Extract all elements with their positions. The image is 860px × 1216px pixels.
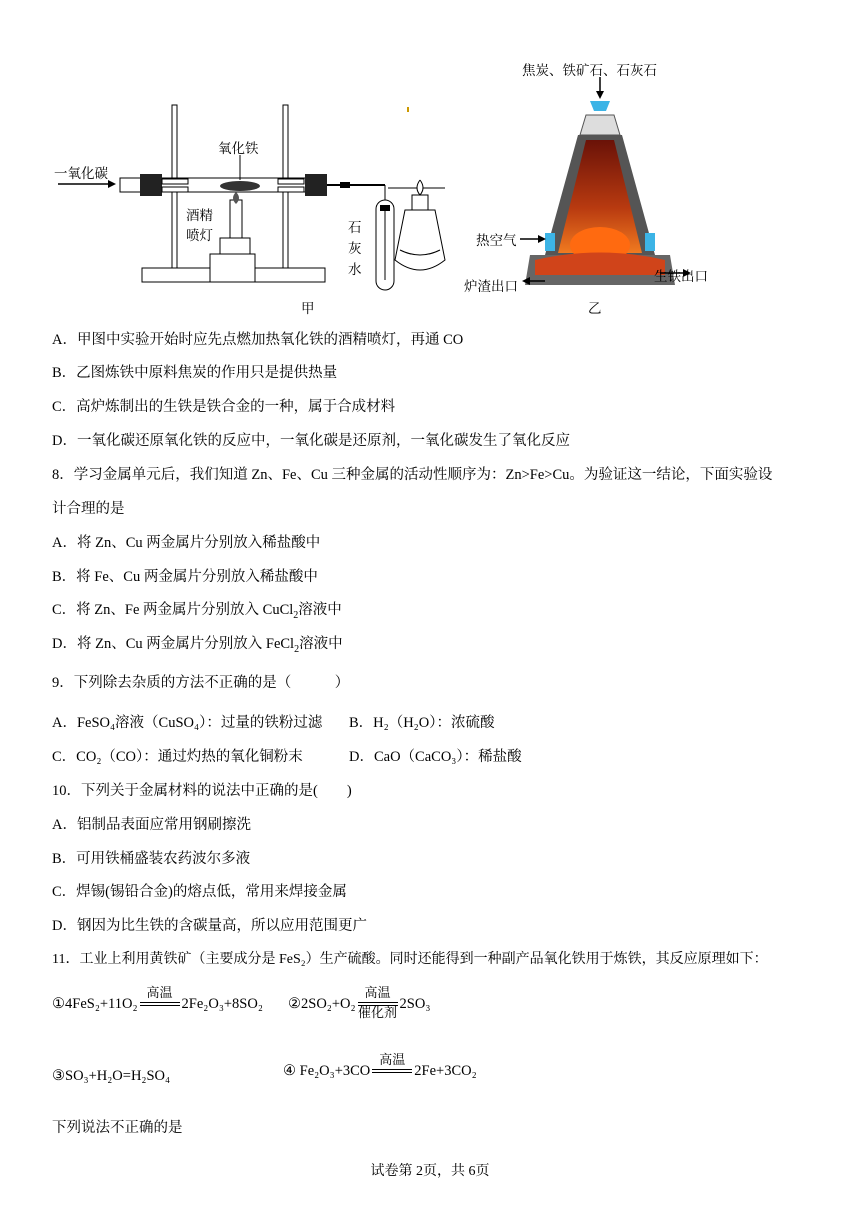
q8-option-d-text: D．将 Zn、Cu 两金属片分别放入 FeCl — [52, 636, 295, 652]
q7-option-b: B．乙图炼铁中原料焦炭的作用只是提供热量 — [52, 365, 338, 381]
q11-equation-2 — [288, 986, 430, 1022]
figure-jia — [50, 100, 470, 315]
limewater-label-3: 水 — [348, 262, 362, 278]
iron-oxide-label: 氧化铁 — [218, 141, 259, 157]
q8-stem-line2: 计合理的是 — [52, 501, 125, 517]
eq2-products: 2SO₃ — [399, 995, 431, 1012]
q7-option-a: A．甲图中实验开始时应先点燃加热氧化铁的酒精喷灯，再通 CO — [52, 332, 464, 348]
q10-option-d: D．钢因为比生铁的含碳量高，所以应用范围更广 — [52, 918, 367, 934]
eq2-reactants: ②2SO₂+O₂ — [288, 995, 356, 1012]
eq2-condition — [358, 986, 398, 1022]
q8-option-c-subscript: 2 — [293, 609, 299, 621]
figure-yi — [464, 55, 730, 320]
q11-equation-1 — [52, 986, 263, 1022]
q8-option-d — [52, 634, 343, 660]
q10-option-a: A．铝制品表面应常用钢刷擦洗 — [52, 817, 251, 833]
limewater-label-1: 石 — [348, 220, 362, 236]
q9-option-c: C．CO₂（CO）：通过灼热的氧化铜粉末 — [52, 749, 303, 765]
q9-option-a: A．FeSO₄溶液（CuSO₄）：过量的铁粉过滤 — [52, 715, 323, 731]
q8-option-c — [52, 600, 342, 626]
slag-outlet-label: 炉渣出口 — [464, 279, 518, 295]
q8-stem-line1: 8．学习金属单元后，我们知道 Zn、Fe、Cu 三种金属的活动性顺序为：Zn>Fe>Cu。为验证这一结论，下面实验设 — [52, 467, 773, 483]
eq1-condition — [140, 986, 180, 1022]
co-label: 一氧化碳 — [54, 166, 108, 182]
q11-equation-3 — [52, 1068, 170, 1085]
page-footer: 试卷第 2页，共 6页 — [370, 1164, 490, 1179]
q10-option-b: B．可用铁桶盛装农药波尔多液 — [52, 851, 251, 867]
eq4-reactants: ④ Fe₂O₃+3CO — [283, 1062, 371, 1079]
q9-stem: 9．下列除去杂质的方法不正确的是（ ） — [52, 675, 350, 691]
eq4-condition-text: 高温 — [379, 1053, 406, 1068]
q9-option-d: D．CaO（CaCO₃）：稀盐酸 — [349, 749, 522, 765]
raw-materials-label: 焦炭、铁矿石、石灰石 — [522, 63, 657, 79]
eq1-products: 2Fe₂O₃+8SO₂ — [181, 995, 263, 1012]
eq4-products: 2Fe+3CO₂ — [414, 1062, 477, 1079]
q11-equation-4 — [283, 1053, 477, 1089]
eq4-condition — [372, 1053, 412, 1089]
pig-iron-outlet-label: 生铁出口 — [654, 269, 708, 285]
q8-option-c-suffix: 溶液中 — [298, 602, 342, 618]
q10-stem: 10．下列关于金属材料的说法中正确的是( ) — [52, 783, 352, 799]
q8-option-d-suffix: 溶液中 — [299, 636, 343, 652]
q8-option-a: A．将 Zn、Cu 两金属片分别放入稀盐酸中 — [52, 535, 321, 551]
figure-caption-yi: 乙 — [588, 301, 602, 317]
eq2-condition-top: 高温 — [364, 986, 391, 1001]
eq3-text: ③SO₃+H₂O=H₂SO₄ — [52, 1068, 171, 1084]
q11-followup: 下列说法不正确的是 — [52, 1120, 183, 1136]
eq1-reactants: ①4FeS₂+11O₂ — [52, 995, 138, 1012]
q11-stem: 11．工业上利用黄铁矿（主要成分是 FeS₂）生产硫酸。同时还能得到一种副产品氧化铁用于炼铁，其反应原理如下： — [52, 952, 768, 967]
q8-option-b: B．将 Fe、Cu 两金属片分别放入稀盐酸中 — [52, 569, 318, 585]
figure-caption-jia: 甲 — [301, 301, 315, 317]
eq1-condition-text: 高温 — [146, 986, 173, 1001]
q7-option-d: D．一氧化碳还原氧化铁的反应中，一氧化碳是还原剂，一氧化碳发生了氧化反应 — [52, 433, 570, 449]
hot-air-label: 热空气 — [476, 233, 517, 249]
lamp-label-line1: 酒精 — [186, 208, 213, 224]
limewater-label-2: 灰 — [348, 241, 362, 257]
q7-option-c: C．高炉炼制出的生铁是铁合金的一种，属于合成材料 — [52, 399, 396, 415]
co-reduction-apparatus — [50, 100, 470, 315]
eq2-condition-bottom: 催化剂 — [358, 1006, 398, 1021]
lamp-label-line2: 喷灯 — [186, 228, 213, 244]
q9-option-b: B．H₂（H₂O）：浓硫酸 — [349, 715, 495, 731]
q8-option-c-text: C．将 Zn、Fe 两金属片分别放入 CuCl — [52, 602, 294, 618]
q10-option-c: C．焊锡(锡铅合金)的熔点低，常用来焊接金属 — [52, 884, 347, 900]
q8-option-d-subscript: 2 — [294, 643, 300, 655]
